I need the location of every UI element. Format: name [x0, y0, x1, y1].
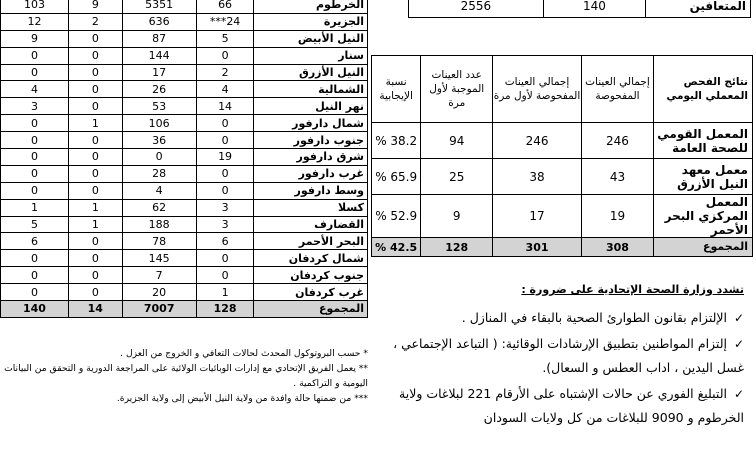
state-name: الشمالية: [254, 81, 368, 98]
lab-percent: 65.9 %: [372, 159, 421, 195]
state-name: شرق دارفور: [254, 149, 368, 166]
cell-col1: 24***: [196, 13, 254, 30]
cell-col2: 26: [122, 81, 196, 98]
header-total: إجمالي العينات المفحوصة: [581, 56, 653, 123]
cell-col4: 6: [1, 233, 69, 250]
state-row: [1, 115, 368, 132]
state-row: [1, 0, 368, 13]
state-row: [1, 182, 368, 199]
lab-percent: 52.9 %: [372, 195, 421, 238]
cell-col3: 0: [68, 250, 122, 267]
lab-first: 246: [493, 123, 582, 159]
cell-col1: 0: [196, 132, 254, 149]
cell-col3: 0: [68, 267, 122, 284]
total-lab-total: 308: [581, 238, 653, 257]
recovered-table: [408, 0, 751, 18]
lab-total: 43: [581, 159, 653, 195]
total-cell-col2: 7007: [122, 301, 196, 318]
ministry-guidance: [376, 283, 748, 432]
guidance-item: ✓التبليغ الفوري عن حالات الإشتباه على الأرقام 221 لبلاغات ولاية الخرطوم و 9090 للبلاغات من كل ولايات السودان: [376, 382, 748, 430]
state-name: القضارف: [254, 216, 368, 233]
footnote-2: ** يعمل الفريق الإتحادي مع إدارات الوبائيات الولائية على المراجعة الدورية و التحقق من البيانات اليومية و التراكمية .: [4, 363, 368, 389]
guidance-item: ✓الإلتزام بقانون الطوارئ الصحية بالبقاء في المنازل .: [376, 306, 748, 330]
cell-col3: 0: [68, 98, 122, 115]
cell-col2: 7: [122, 267, 196, 284]
cell-col2: 20: [122, 284, 196, 301]
cell-col3: 0: [68, 47, 122, 64]
cell-col1: 14: [196, 98, 254, 115]
state-name: نهر النيل: [254, 98, 368, 115]
cell-col4: 1: [1, 199, 69, 216]
cell-col1: 66: [196, 0, 254, 13]
state-row: [1, 81, 368, 98]
lab-results-table: [371, 55, 753, 257]
cell-col2: 87: [122, 30, 196, 47]
state-row: [1, 13, 368, 30]
cell-col1: 0: [196, 267, 254, 284]
cell-col3: 0: [68, 132, 122, 149]
total-lab-name: المجموع: [654, 238, 753, 257]
cell-col1: 3: [196, 216, 254, 233]
lab-percent: 38.2 %: [372, 123, 421, 159]
cell-col4: 3: [1, 98, 69, 115]
state-row: [1, 267, 368, 284]
header-percent: نسبة الإيجابية: [372, 56, 421, 123]
total-cell-col1: 128: [196, 301, 254, 318]
cell-col3: 1: [68, 216, 122, 233]
cell-col3: 1: [68, 199, 122, 216]
cell-col4: 4: [1, 81, 69, 98]
cell-col2: 106: [122, 115, 196, 132]
cell-col2: 17: [122, 64, 196, 81]
lab-total-row: [372, 238, 753, 257]
total-lab-percent: 42.5 %: [372, 238, 421, 257]
state-row: [1, 284, 368, 301]
state-row: [1, 250, 368, 267]
cell-col1: 19: [196, 149, 254, 166]
cell-col1: 4: [196, 81, 254, 98]
state-name: شمال دارفور: [254, 115, 368, 132]
total-lab-first: 301: [493, 238, 582, 257]
cell-col1: 0: [196, 182, 254, 199]
cell-col3: 0: [68, 149, 122, 166]
lab-total: 246: [581, 123, 653, 159]
cell-col4: 0: [1, 64, 69, 81]
cell-col1: 3: [196, 199, 254, 216]
lab-name: معمل معهد النيل الأزرق: [654, 159, 753, 195]
cell-col1: 5: [196, 30, 254, 47]
header-first: إجمالي العينات المفحوصة لأول مرة: [493, 56, 582, 123]
lab-positive: 9: [421, 195, 493, 238]
recovered-total: 2556: [409, 0, 544, 18]
cell-col4: 5: [1, 216, 69, 233]
cell-col4: 0: [1, 132, 69, 149]
lab-positive: 25: [421, 159, 493, 195]
recovered-value: 140: [543, 0, 645, 18]
state-name: غرب كردفان: [254, 284, 368, 301]
state-name: شمال كردفان: [254, 250, 368, 267]
total-state-name: المجموع: [254, 301, 368, 318]
cell-col4: 0: [1, 267, 69, 284]
lab-first: 17: [493, 195, 582, 238]
cell-col3: 0: [68, 233, 122, 250]
cell-col1: 1: [196, 284, 254, 301]
cell-col1: 0: [196, 250, 254, 267]
cell-col1: 0: [196, 115, 254, 132]
cell-col3: 0: [68, 64, 122, 81]
cell-col1: 6: [196, 233, 254, 250]
cell-col2: 0: [122, 149, 196, 166]
state-row: [1, 216, 368, 233]
cell-col3: 2: [68, 13, 122, 30]
recovered-label: المتعافين: [646, 0, 751, 18]
cell-col2: 36: [122, 132, 196, 149]
cell-col3: 0: [68, 81, 122, 98]
total-cell-col4: 140: [1, 301, 69, 318]
state-name: جنوب كردفان: [254, 267, 368, 284]
cell-col3: 0: [68, 182, 122, 199]
state-row: [1, 233, 368, 250]
cell-col4: 0: [1, 47, 69, 64]
footnote-1: * حسب البروتوكول المحدث لحالات التعافي و الخروج من العزل .: [120, 348, 368, 359]
cell-col1: 0: [196, 165, 254, 182]
cell-col3: 1: [68, 115, 122, 132]
checkmark-icon: ✓: [733, 387, 744, 401]
state-row: [1, 199, 368, 216]
cell-col4: 0: [1, 182, 69, 199]
cell-col4: 0: [1, 284, 69, 301]
cell-col2: 5351: [122, 0, 196, 13]
lab-total: 19: [581, 195, 653, 238]
lab-name: المعمل القومي للصحة العامة: [654, 123, 753, 159]
lab-positive: 94: [421, 123, 493, 159]
state-name: النيل الأبيض: [254, 30, 368, 47]
cell-col3: 0: [68, 30, 122, 47]
cell-col4: 0: [1, 115, 69, 132]
lab-row: [372, 195, 753, 238]
header-lab: نتائج الفحص المعملي اليومي: [654, 56, 753, 123]
state-name: وسط دارفور: [254, 182, 368, 199]
cell-col1: 0: [196, 47, 254, 64]
checkmark-icon: ✓: [733, 311, 744, 325]
checkmark-icon: ✓: [733, 337, 744, 351]
cell-col1: 2: [196, 64, 254, 81]
state-row: [1, 98, 368, 115]
state-name: غرب دارفور: [254, 165, 368, 182]
cell-col3: 0: [68, 284, 122, 301]
cell-col2: 636: [122, 13, 196, 30]
lab-name: المعمل المركزي البحر الأحمر: [654, 195, 753, 238]
state-name: جنوب دارفور: [254, 132, 368, 149]
cell-col4: 0: [1, 149, 69, 166]
state-name: الجزيرة: [254, 13, 368, 30]
cell-col4: 0: [1, 250, 69, 267]
cell-col2: 188: [122, 216, 196, 233]
lab-first: 38: [493, 159, 582, 195]
cell-col4: 0: [1, 165, 69, 182]
state-name: النيل الأزرق: [254, 64, 368, 81]
states-table: [0, 0, 368, 318]
header-positive: عدد العينات الموجبة لأول مرة: [421, 56, 493, 123]
cell-col4: 9: [1, 30, 69, 47]
state-row: [1, 149, 368, 166]
footnotes: [2, 346, 368, 406]
footnote-3: *** من ضمنها حالة وافدة من ولاية النيل الأبيض إلى ولاية الجزيرة.: [116, 393, 368, 404]
lab-row: [372, 159, 753, 195]
state-row: [1, 165, 368, 182]
ministry-heading: تشدد وزارة الصحة الإتحادية على ضرورة :: [521, 283, 744, 296]
guidance-item: ✓إلتزام المواطنين بتطبيق الإرشادات الوقائية: ( التباعد الإجتماعي ، غسل اليدين ، اداب العطس و السعال).: [376, 332, 748, 380]
lab-row: [372, 123, 753, 159]
cell-col2: 145: [122, 250, 196, 267]
cell-col2: 4: [122, 182, 196, 199]
cell-col3: 0: [68, 165, 122, 182]
state-name: البحر الأحمر: [254, 233, 368, 250]
cell-col2: 62: [122, 199, 196, 216]
cell-col2: 144: [122, 47, 196, 64]
total-cell-col3: 14: [68, 301, 122, 318]
cell-col2: 28: [122, 165, 196, 182]
state-name: سنار: [254, 47, 368, 64]
state-row: [1, 47, 368, 64]
state-name: كسلا: [254, 199, 368, 216]
state-row: [1, 132, 368, 149]
lab-results-header-row: [372, 56, 753, 123]
cell-col2: 53: [122, 98, 196, 115]
total-lab-positive: 128: [421, 238, 493, 257]
cell-col2: 78: [122, 233, 196, 250]
state-row: [1, 64, 368, 81]
state-name: الخرطوم: [254, 0, 368, 13]
cell-col4: 12: [1, 13, 69, 30]
cell-col4: 103: [1, 0, 69, 13]
states-total-row: [1, 301, 368, 318]
cell-col3: 9: [68, 0, 122, 13]
state-row: [1, 30, 368, 47]
